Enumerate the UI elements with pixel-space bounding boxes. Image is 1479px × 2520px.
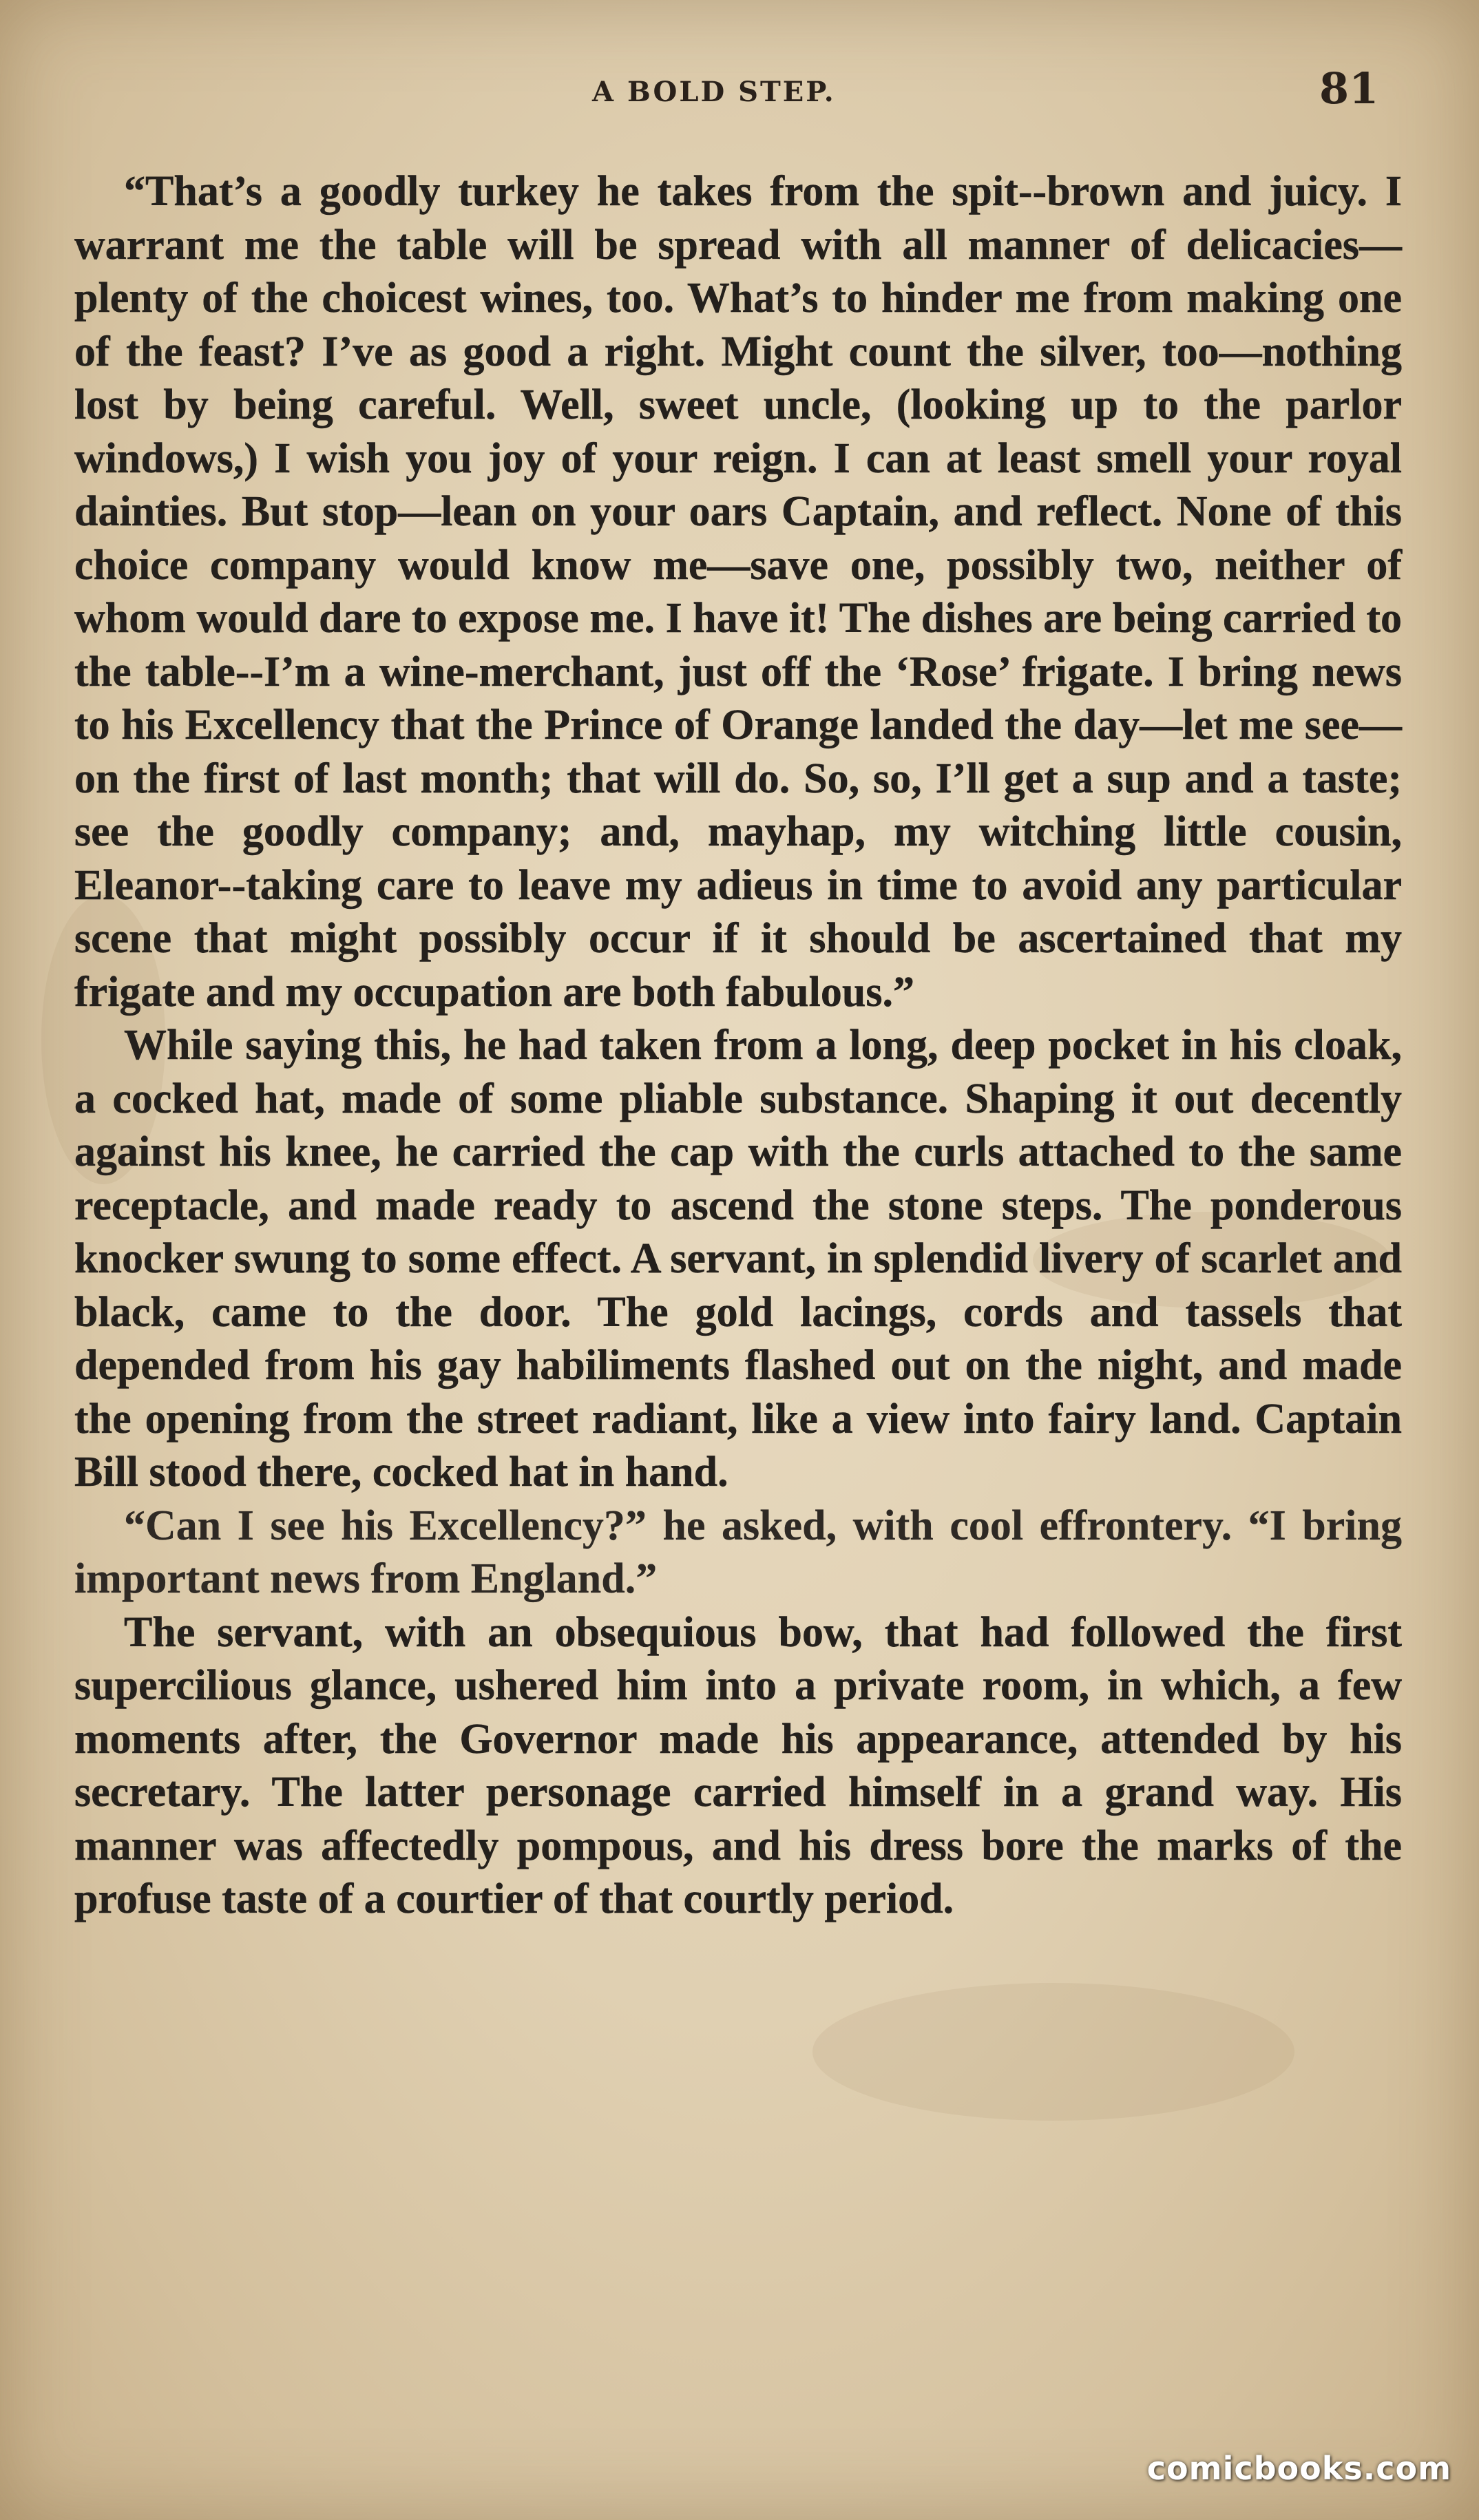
- page-number: 81: [1319, 63, 1379, 114]
- running-head: [0, 63, 1479, 118]
- paragraph-servant: The servant, with an obsequious bow, that had followed the first supercilious glance, ushered him into a private room, in which, a few moments after, the Governor made his appearance, attended by his secretary. The latter personage carried himself in a grand way. His manner was affectedly pompous, and his dress bore the marks of the profuse taste of a courtier of that courtly period.: [74, 1608, 1402, 1922]
- running-title: A BOLD STEP.: [592, 76, 836, 108]
- body-text: [74, 165, 1402, 1926]
- paper-stain: [812, 1983, 1294, 2121]
- paragraph-cocked-hat: While saying this, he had taken from a long, deep pocket in his cloak, a cocked hat, made of some pliable substance. Shaping it out decently against his knee, he carried the cap with the curls attached to the same receptacle, and made ready to ascend the stone steps. The ponderous knocker swung to some effect. A servant, in splendid livery of scarlet and black, came to the door. The gold lacings, cords and tassels that depended from his gay habiliments flashed out on the night, and made the opening from the street radiant, like a view into fairy land. Captain Bill stood there, cocked hat in hand.: [74, 1022, 1402, 1495]
- paragraph-dialogue: “Can I see his Excellency?” he asked, with cool effrontery. “I bring important news from England.”: [74, 1502, 1402, 1602]
- site-watermark: comicbooks.com: [1146, 2450, 1451, 2487]
- paragraph-monologue: “That’s a goodly turkey he takes from the spit--brown and juicy. I warrant me the table will be spread with all manner of delicacies—plenty of the choicest wines, too. What’s to hinder me from making one of the feast? I’ve as good a right. Might count the silver, too—nothing lost by being careful. Well, sweet uncle, (looking up to the parlor windows,) I wish you joy of your reign. I can at least smell your royal dainties. But stop—lean on your oars Captain, and reflect. None of this choice company would know me—save one, possibly two, neither of whom would dare to expose me. I have it! The dishes are being carried to the table--I’m a wine-merchant, just off the ‘Rose’ frigate. I bring news to his Excellency that the Prince of Orange landed the day—let me see—on the first of last month; that will do. So, so, I’ll get a sup and a taste; see the goodly company; and, mayhap, my witching little cousin, Eleanor--taking care to leave my adieus in time to avoid any particular scene that might possibly occur if it should be ascertained that my frigate and my occupation are both fabulous.”: [74, 168, 1402, 1016]
